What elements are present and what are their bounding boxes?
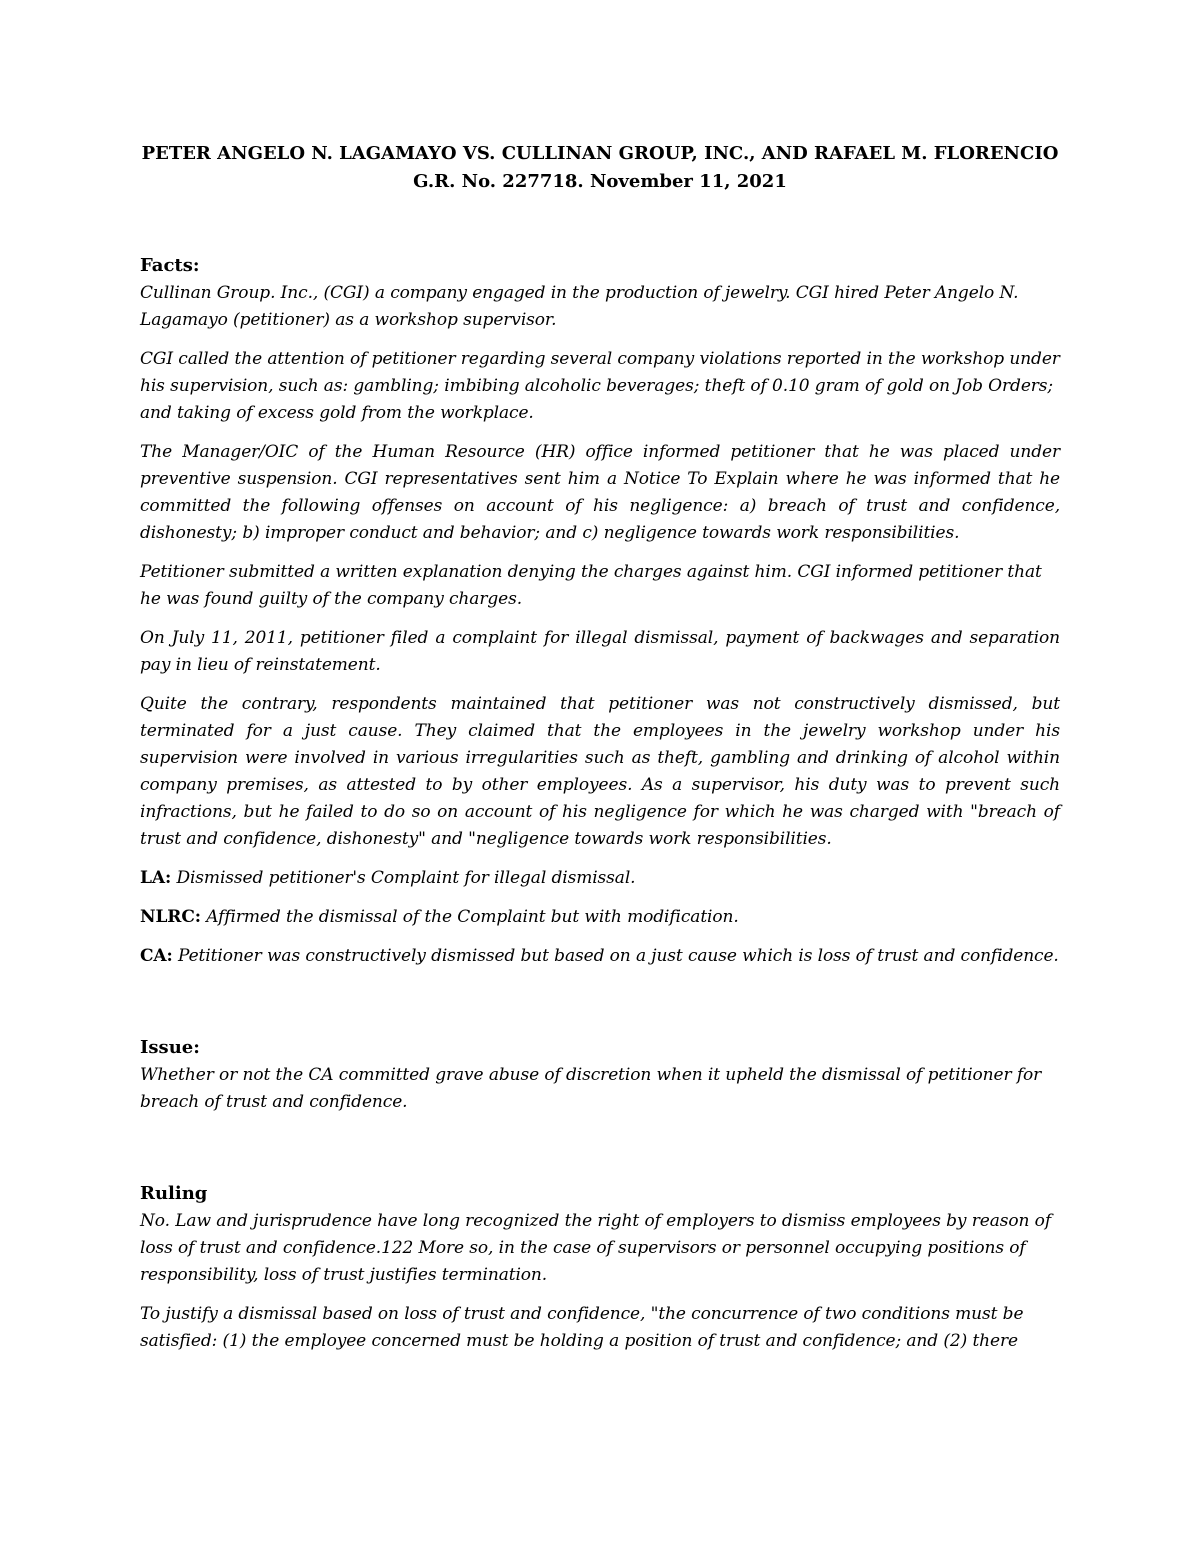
case-citation: G.R. No. 227718. November 11, 2021 — [413, 171, 787, 192]
ruling-heading: Ruling — [140, 1183, 208, 1204]
la-text: Dismissed petitioner's Complaint for illegal dismissal. — [176, 868, 636, 888]
facts-paragraph: Cullinan Group. Inc., (CGI) a company engaged in the production of jewelry. CGI hired Peter Angelo N. Lagamayo (petitioner) as a workshop supervisor. — [140, 283, 1019, 330]
issue-heading: Issue: — [140, 1037, 200, 1058]
case-title: PETER ANGELO N. LAGAMAYO VS. CULLINAN GROUP, INC., AND RAFAEL M. FLORENCIO — [141, 143, 1059, 164]
nlrc-label: NLRC: — [140, 907, 201, 927]
ca-text: Petitioner was constructively dismissed but based on a just cause which is loss of trust and confidence. — [178, 946, 1059, 966]
la-label: LA: — [140, 868, 172, 888]
document-page — [140, 140, 1060, 1355]
facts-paragraph: Quite the contrary, respondents maintained that petitioner was not constructively dismissed, but terminated for a just cause. They claimed that the employees in the jewelry workshop under his supervision were involved in various irregularities such as theft, gambling and drinking of alcohol within company premises, as attested to by other employees. As a supervisor, his duty was to prevent such infractions, but he failed to do so on account of his negligence for which he was charged with "breach of trust and confidence, dishonesty" and "negligence towards work responsibilities. — [140, 694, 1060, 849]
facts-paragraph: Petitioner submitted a written explanation denying the charges against him. CGI informed petitioner that he was found guilty of the company charges. — [140, 562, 1042, 609]
facts-paragraph: On July 11, 2011, petitioner filed a complaint for illegal dismissal, payment of backwages and separation pay in lieu of reinstatement. — [140, 628, 1060, 675]
ca-label: CA: — [140, 946, 173, 966]
facts-paragraph: CGI called the attention of petitioner regarding several company violations reported in the workshop under his supervision, such as: gambling; imbibing alcoholic beverages; theft of 0.10 gram of gold on Job Orders; and taking of excess gold from the workplace. — [140, 349, 1060, 423]
nlrc-ruling — [140, 904, 1060, 931]
facts-paragraph: The Manager/OIC of the Human Resource (HR) office informed petitioner that he was placed under preventive suspension. CGI representatives sent him a Notice To Explain where he was informed that he committed the following offenses on account of his negligence: a) breach of trust and confidence, dishonesty; b) improper conduct and behavior; and c) negligence towards work responsibilities. — [140, 442, 1060, 543]
facts-heading: Facts: — [140, 255, 200, 276]
nlrc-text: Affirmed the dismissal of the Complaint but with modification. — [206, 907, 739, 927]
ca-ruling — [140, 943, 1060, 970]
ruling-paragraph: To justify a dismissal based on loss of trust and confidence, "the concurrence of two conditions must be satisfied: (1) the employee concerned must be holding a position of trust and confidence; and (2) there — [140, 1304, 1024, 1351]
la-ruling — [140, 865, 1060, 892]
issue-text: Whether or not the CA committed grave abuse of discretion when it upheld the dismissal of petitioner for breach of trust and confidence. — [140, 1065, 1042, 1112]
ruling-paragraph: No. Law and jurisprudence have long recognized the right of employers to dismiss employees by reason of loss of trust and confidence.122 More so, in the case of supervisors or personnel occupying positions of responsibility, loss of trust justifies termination. — [140, 1211, 1052, 1285]
